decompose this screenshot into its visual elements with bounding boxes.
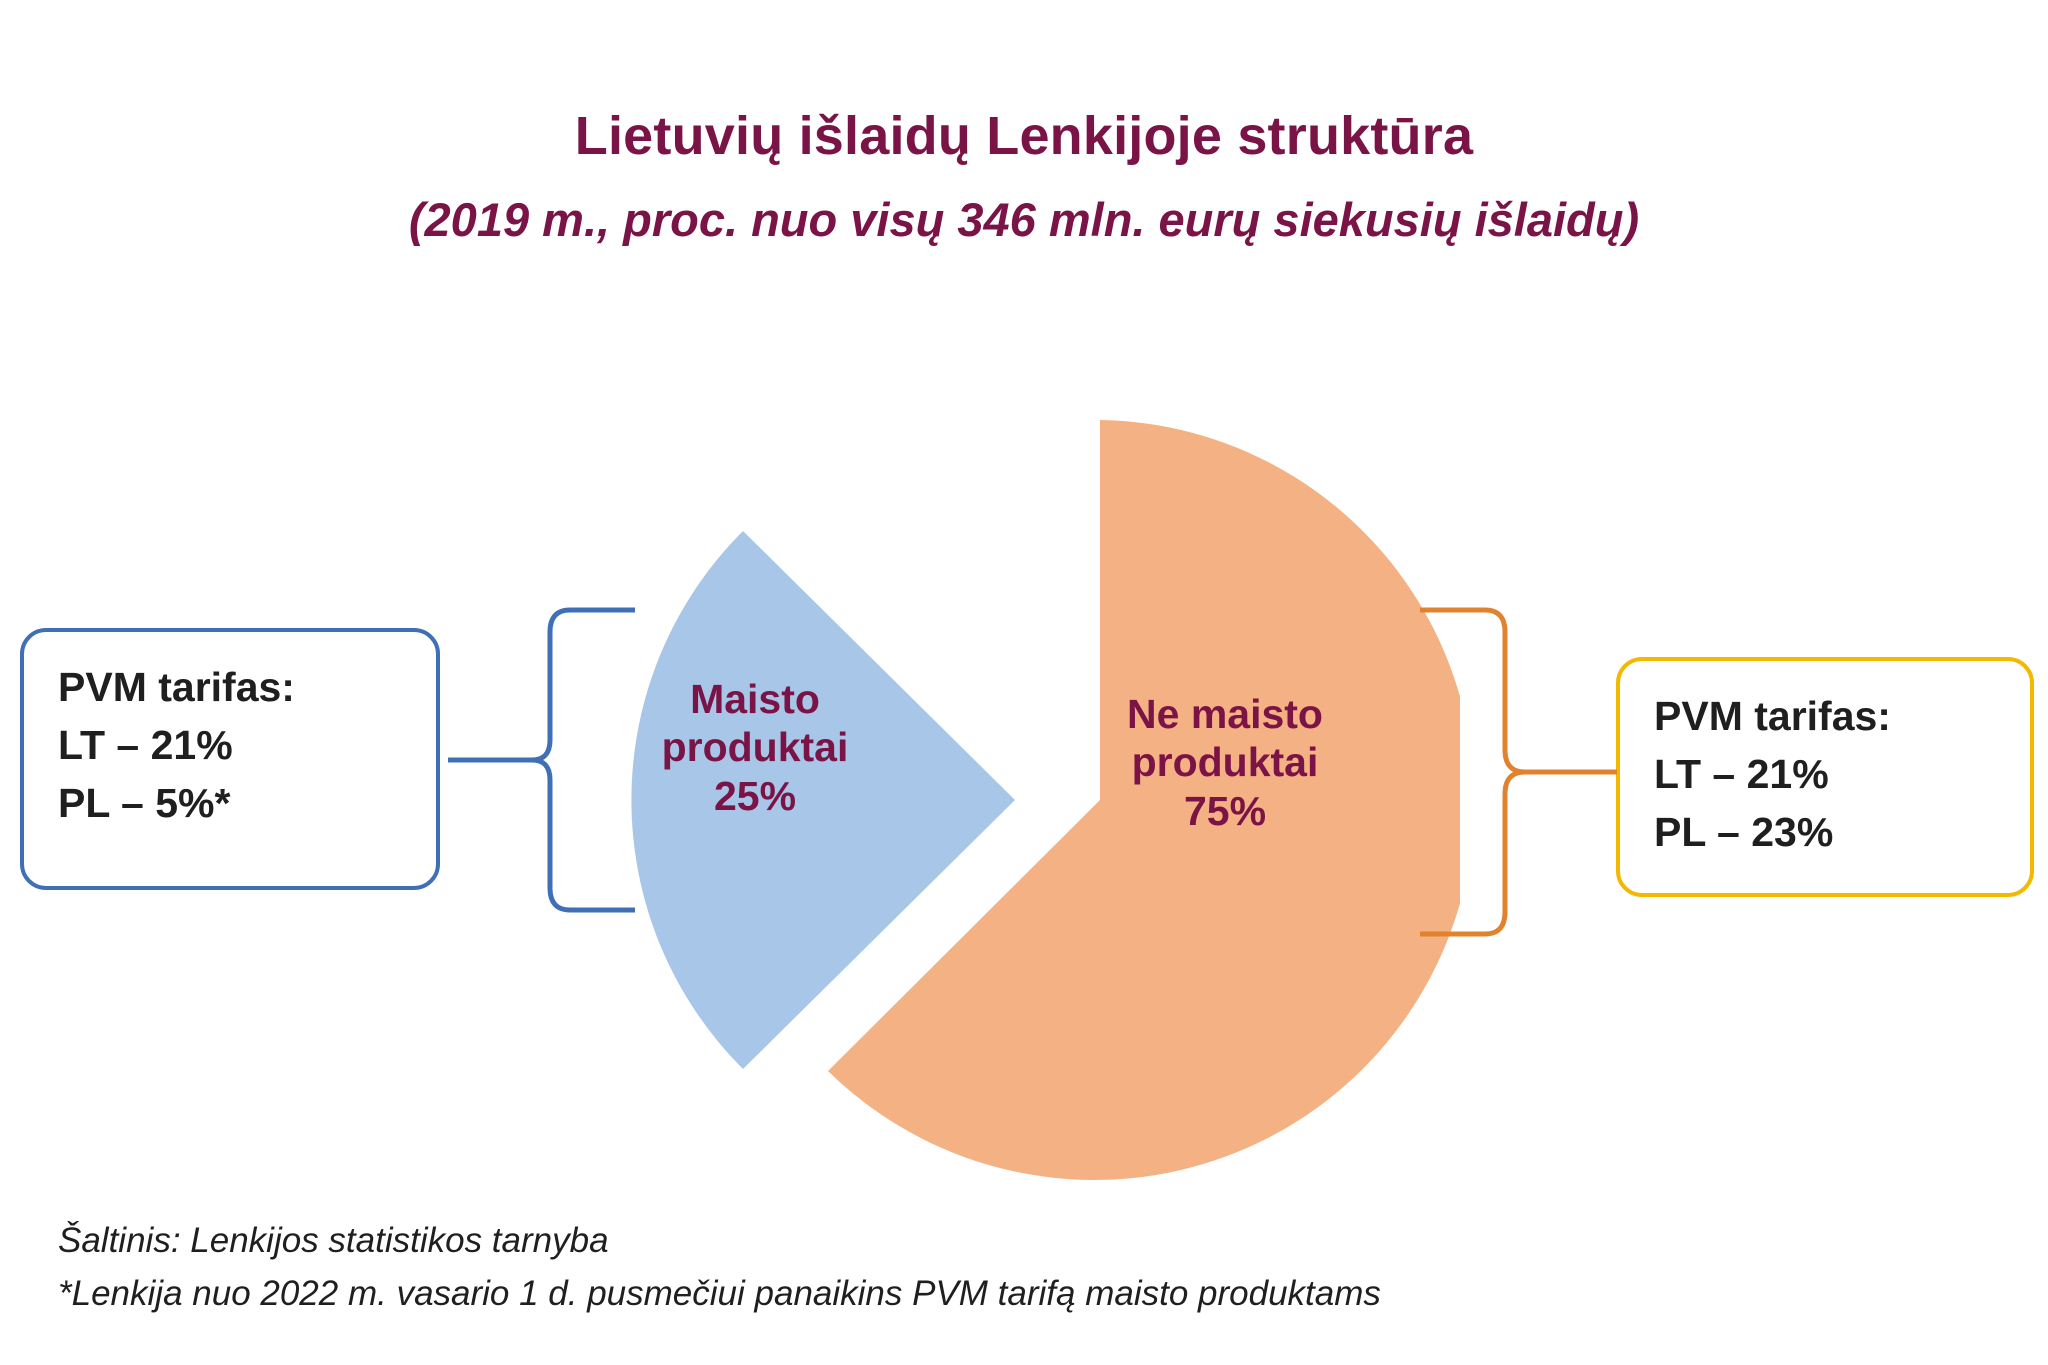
pie-label-food xyxy=(620,675,890,820)
page-subtitle: (2019 m., proc. nuo visų 346 mln. eurų siekusių išlaidų) xyxy=(408,193,1640,246)
callout-nonfood-vat-line2: LT – 21% xyxy=(1654,751,1829,798)
callout-food-vat xyxy=(20,628,440,890)
callout-food-vat-line1: PVM tarifas: xyxy=(58,664,295,710)
brace-left-connector xyxy=(440,600,640,940)
callout-nonfood-vat xyxy=(1616,657,2034,897)
pie-label-food-value: 25% xyxy=(713,772,797,819)
pie-label-nonfood xyxy=(1060,690,1390,835)
pie-label-nonfood-value: 75% xyxy=(1183,787,1267,834)
callout-nonfood-vat-line1: PVM tarifas: xyxy=(1654,693,1891,739)
page-title: Lietuvių išlaidų Lenkijoje struktūra xyxy=(574,106,1474,166)
brace-right-connector xyxy=(1405,600,1625,960)
pie-label-nonfood-line2: produktai xyxy=(1131,739,1319,786)
footnote-source: Šaltinis: Lenkijos statistikos tarnyba xyxy=(58,1221,609,1260)
pie-label-food-line2: produktai xyxy=(661,724,849,771)
callout-food-vat-line3: PL – 5%* xyxy=(58,780,231,827)
pie-label-nonfood-line1: Ne maisto xyxy=(1127,691,1323,737)
callout-food-vat-line2: LT – 21% xyxy=(58,722,233,769)
footnote-note: *Lenkija nuo 2022 m. vasario 1 d. pusmečiui panaikins PVM tarifą maisto produktams xyxy=(58,1273,1381,1313)
pie-label-food-line1: Maisto xyxy=(690,676,820,722)
callout-nonfood-vat-line3: PL – 23% xyxy=(1654,809,1834,856)
footnotes xyxy=(58,1215,1758,1320)
